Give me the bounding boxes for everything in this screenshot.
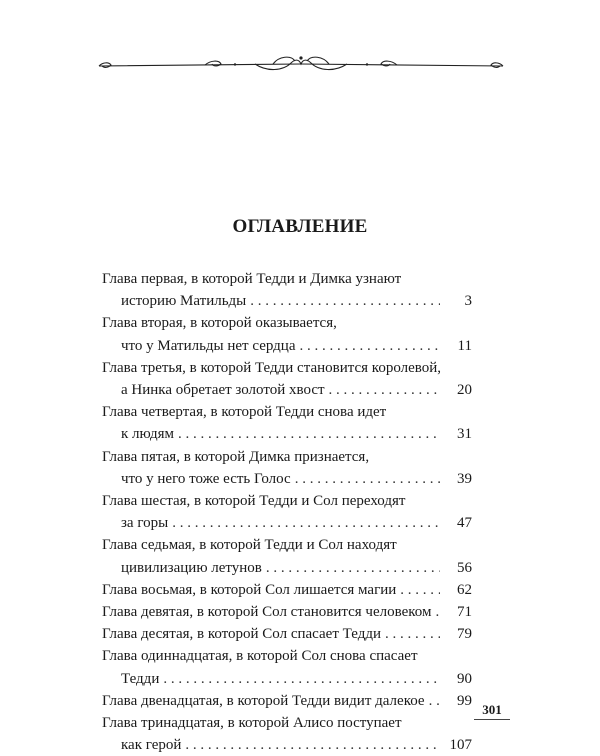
- toc-entry-page: 47: [457, 515, 472, 532]
- toc-entry-line: [102, 401, 472, 423]
- toc-entry: [102, 712, 472, 756]
- toc-entry-page: 31: [457, 426, 472, 443]
- toc-entry-page: 56: [457, 559, 472, 576]
- toc-entry: [102, 312, 472, 356]
- toc-entry-text: Тедди: [121, 670, 160, 687]
- toc-entry-line: [102, 335, 472, 357]
- dot-leader: [300, 335, 441, 357]
- toc-entry-line: [102, 601, 472, 623]
- toc-entry-line: [102, 579, 472, 601]
- toc-entry-text: как герой: [121, 737, 182, 754]
- toc-entry-page: 3: [464, 293, 472, 310]
- toc-entry-text: Глава четвертая, в которой Тедди снова идет: [102, 404, 387, 421]
- toc-entry-line: [102, 690, 472, 712]
- dot-leader: [250, 290, 440, 312]
- dot-leader: [295, 468, 440, 490]
- toc-entry-page: 39: [457, 470, 472, 487]
- toc-entry: [102, 579, 472, 601]
- toc-entry: [102, 357, 472, 401]
- dot-leader: [172, 512, 440, 534]
- table-of-contents: [102, 268, 472, 756]
- toc-entry: [102, 645, 472, 689]
- dot-leader: [385, 623, 440, 645]
- toc-entry-text: Глава одиннадцатая, в которой Сол снова спасает: [102, 648, 418, 665]
- toc-entry-line: [102, 268, 472, 290]
- dot-leader: [178, 423, 440, 445]
- toc-entry-page: 20: [457, 382, 472, 399]
- page-number: 301: [482, 702, 502, 717]
- toc-entry-text: за горы: [121, 515, 169, 532]
- toc-entry-line: [102, 734, 472, 756]
- toc-entry: [102, 446, 472, 490]
- toc-title: ОГЛАВЛЕНИЕ: [232, 216, 368, 237]
- toc-entry-line: [102, 357, 472, 379]
- toc-entry-text: Глава вторая, в которой оказывается,: [102, 315, 337, 332]
- toc-entry-line: [102, 534, 472, 556]
- toc-entry: [102, 601, 472, 623]
- toc-entry-line: [102, 623, 472, 645]
- toc-entry: [102, 490, 472, 534]
- dot-leader: [329, 379, 440, 401]
- dot-leader: [185, 734, 440, 756]
- toc-entry-page: 11: [457, 337, 472, 354]
- dot-leader: [429, 690, 440, 712]
- toc-entry-line: [102, 712, 472, 734]
- dot-leader: [163, 668, 440, 690]
- toc-entry-line: [102, 423, 472, 445]
- dot-leader: [436, 601, 441, 623]
- toc-entry-line: [102, 290, 472, 312]
- toc-entry: [102, 268, 472, 312]
- toc-entry-text: что у Матильды нет сердца: [121, 337, 296, 354]
- toc-entry: [102, 623, 472, 645]
- toc-entry-line: [102, 468, 472, 490]
- toc-entry-text: а Нинка обретает золотой хвост: [121, 382, 325, 399]
- toc-entry-text: Глава третья, в которой Тедди становится королевой,: [102, 359, 442, 376]
- toc-entry-text: Глава десятая, в которой Сол спасает Тедди: [102, 626, 381, 643]
- toc-entry: [102, 690, 472, 712]
- toc-entry-text: Глава восьмая, в которой Сол лишается магии: [102, 581, 397, 598]
- toc-entry-text: Глава пятая, в которой Димка признается,: [102, 448, 370, 465]
- page-number-rule: [474, 719, 510, 720]
- toc-entry-text: Глава первая, в которой Тедди и Димка узнают: [102, 271, 402, 287]
- toc-entry-text: Глава девятая, в которой Сол становится человеком: [102, 604, 432, 621]
- dot-leader: [266, 557, 440, 579]
- toc-entry-text: Глава двенадцатая, в которой Тедди видит далекое: [102, 692, 425, 709]
- toc-entry-line: [102, 512, 472, 534]
- toc-entry-page: 62: [457, 581, 472, 598]
- toc-entry-text: к людям: [121, 426, 174, 443]
- toc-entry-line: [102, 557, 472, 579]
- toc-entry-text: Глава седьмая, в которой Тедди и Сол находят: [102, 537, 397, 554]
- toc-entry-page: 107: [449, 737, 472, 754]
- toc-entry-line: [102, 446, 472, 468]
- header-ornament: [95, 52, 507, 76]
- toc-entry-text: цивилизацию летунов: [121, 559, 262, 576]
- toc-entry-line: [102, 668, 472, 690]
- toc-entry-page: 71: [457, 604, 472, 621]
- toc-entry-page: 90: [457, 670, 472, 687]
- toc-entry-line: [102, 312, 472, 334]
- toc-entry-line: [102, 490, 472, 512]
- toc-entry: [102, 401, 472, 445]
- toc-entry-text: историю Матильды: [121, 293, 247, 310]
- toc-entry-line: [102, 645, 472, 667]
- toc-entry-text: Глава шестая, в которой Тедди и Сол переходят: [102, 493, 406, 510]
- page-number-block: [470, 702, 514, 732]
- toc-entry-line: [102, 379, 472, 401]
- toc-entry-page: 79: [457, 626, 472, 643]
- toc-entry-page: 99: [457, 692, 472, 709]
- toc-entry: [102, 534, 472, 578]
- toc-entry-text: что у него тоже есть Голос: [121, 470, 291, 487]
- toc-entry-text: Глава тринадцатая, в которой Алисо поступает: [102, 715, 402, 732]
- dot-leader: [400, 579, 440, 601]
